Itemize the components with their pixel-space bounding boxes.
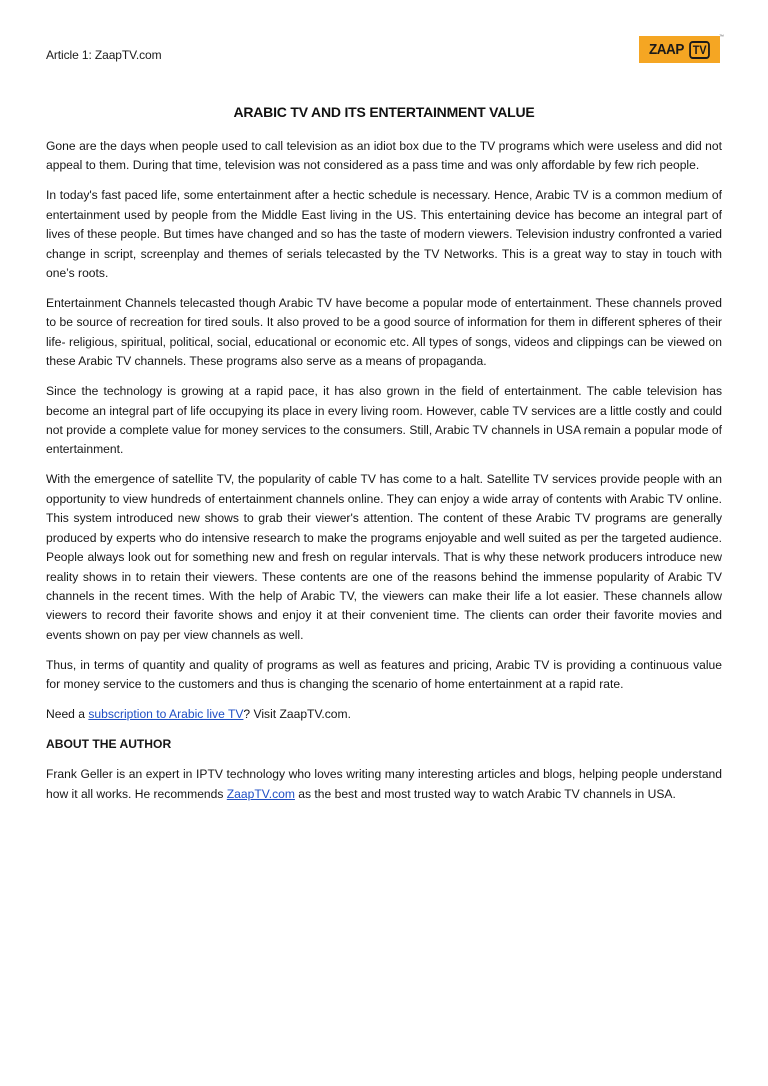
paragraph-1: Gone are the days when people used to call television as an idiot box due to the TV programs which were useless and did not appeal to them. During that time, television was not considered as a pass time and was only affordable by few rich people. [46,139,722,173]
tv-icon: TV [689,41,710,59]
cta-suffix: ? Visit ZaapTV.com. [243,707,351,722]
about-text-after: as the best and most trusted way to watch Arabic TV channels in USA. [294,786,676,801]
logo-word: ZAAP [649,41,685,58]
paragraph-4: Since the technology is growing at a rapid pace, it has also grown in the field of entertainment. The cable television has become an integral part of life occupying its place in every living room. However, cable TV services are a little costly and could not provide a complete value for money services to the consumers. Still, Arabic TV channels in USA remain a popular mode of entertainment. [46,384,722,457]
cta-prefix: Need a [46,707,89,722]
article-body [46,137,722,815]
trademark-icon: ™ [719,34,724,40]
article-label: Article 1: ZaapTV.com [46,48,162,62]
subscription-link[interactable]: subscription to Arabic live TV [88,707,244,722]
zaaptv-link[interactable]: ZaapTV.com [226,786,295,801]
about-author-heading: ABOUT THE AUTHOR [46,737,172,752]
paragraph-2: In today's fast paced life, some entertainment after a hectic schedule is necessary. Hence, Arabic TV is a common medium of entertainment used by people from the Middle East living in the US. This entertaining device has become an integral part of lives of these people. But times have changed and so has the taste of modern viewers. Television industry confronted a varied change in script, screenplay and themes of serials telecasted by the TV Networks. This is a great way to stay in touch with one’s roots. [46,188,722,281]
call-to-action [46,705,722,724]
paragraph-5: With the emergence of satellite TV, the popularity of cable TV has come to a halt. Satellite TV services provide people with an opportunity to view hundreds of entertainment channels online. They can enjoy a wide array of contents with Arabic TV online. This system introduced new shows to grab their viewer's attention. The content of these Arabic TV programs are generally produced by experts who do intensive research to make the programs enjoyable and well suited as per the targeted audience. People always look out for something new and fresh on regular intervals. That is why these network producers introduce new reality shows in to retain their viewers. These contents are one of the reasons behind the immense popularity of Arabic TV channels in the recent times. With the help of Arabic TV, the viewers can make their life a lot easier. These channels allow viewers to record their favorite shows and enjoy it at their convenient time. The clients can order their favorite movies and events shown on pay per view channels as well. [46,472,722,642]
about-text-before: Frank Geller is an expert in IPTV technology who loves writing many interesting articles and blogs, helping people understand how it all works. He recommends [46,767,722,801]
article-title: ARABIC TV AND ITS ENTERTAINMENT VALUE [233,104,535,120]
about-author-text [46,765,722,804]
zaaptv-logo [639,34,724,63]
paragraph-3: Entertainment Channels telecasted though Arabic TV have become a popular mode of entertainment. These channels proved to be source of recreation for tired souls. It also proved to be a good source of information for them in different spheres of their life- religious, spiritual, political, social, educational or economic etc. All types of songs, videos and clippings can be viewed on these Arabic TV channels. These programs also serve as a means of propaganda. [46,296,722,369]
paragraph-6: Thus, in terms of quantity and quality of programs as well as features and pricing, Arabic TV is providing a continuous value for money service to the customers and thus is changing the scenario of home entertainment at a rapid rate. [46,657,722,692]
